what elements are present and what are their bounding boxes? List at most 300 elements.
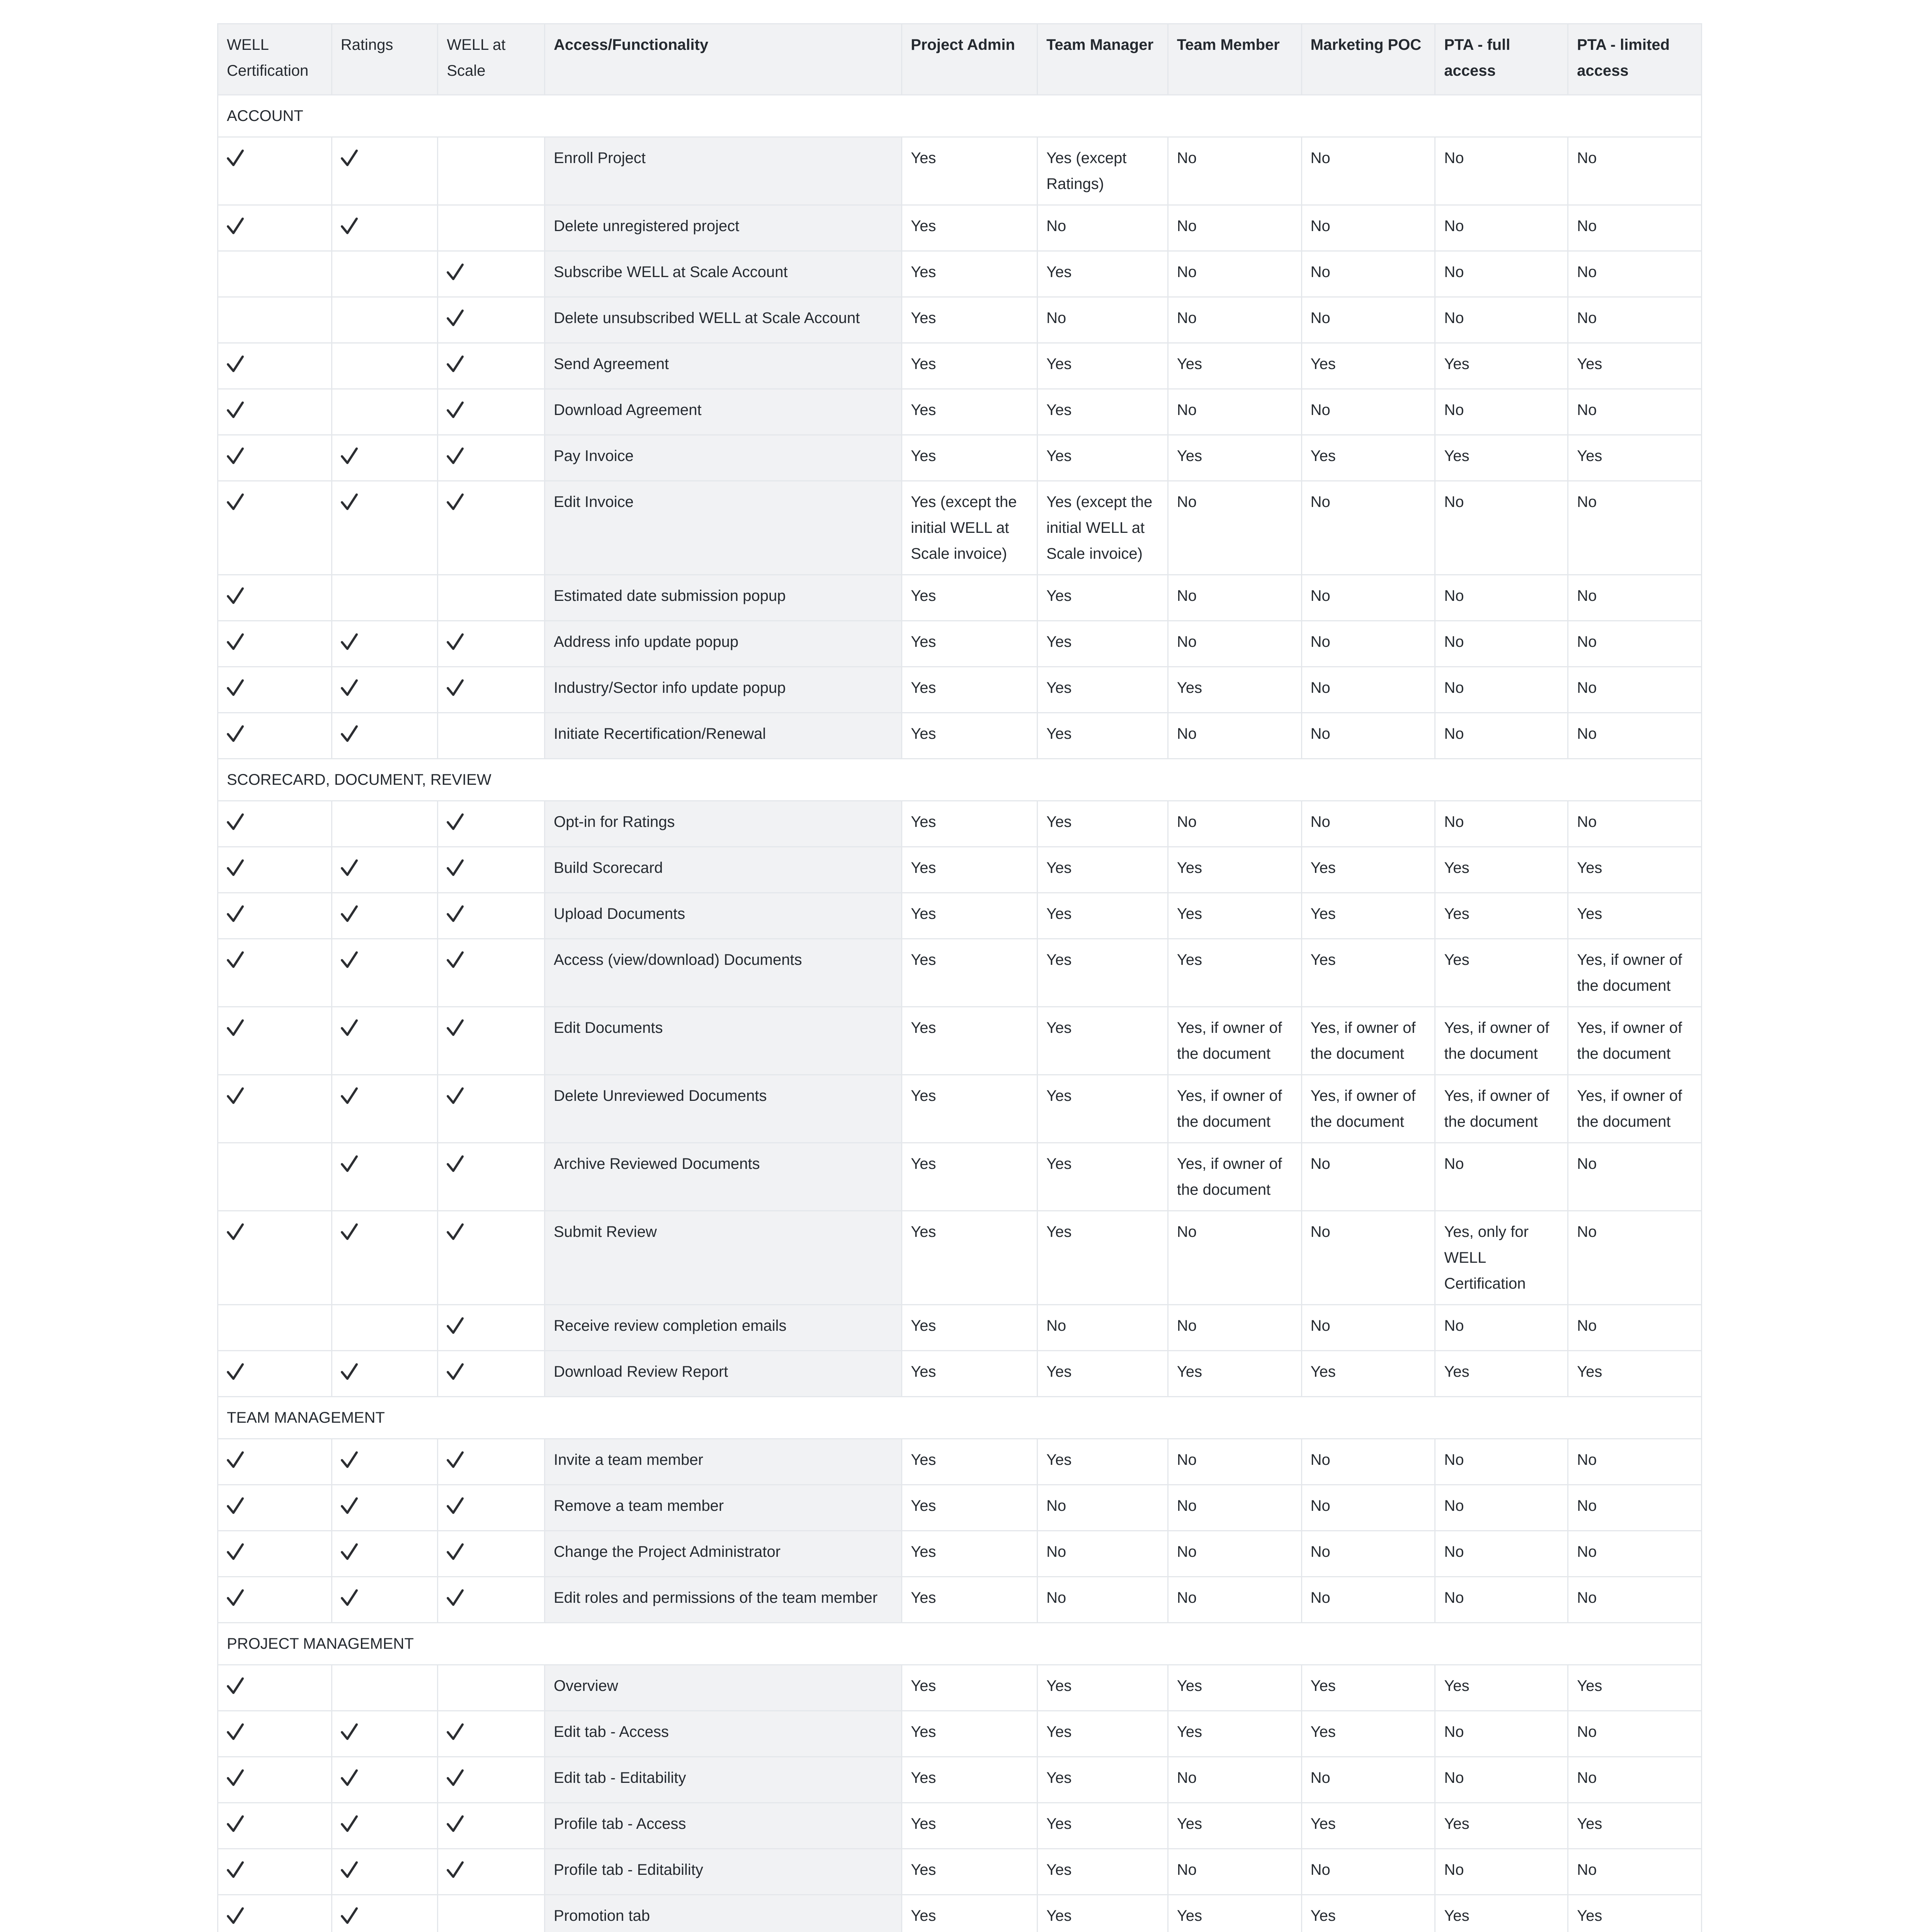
table-row [218,1007,1702,1075]
function-cell: Remove a team member [544,1485,901,1531]
value-cell-project-admin: Yes [902,1439,1038,1485]
value-cell-marketing-poc: Yes [1301,435,1435,481]
table-row [218,847,1702,893]
value-cell-team-member: Yes, if owner of the document [1168,1007,1301,1075]
check-mark-icon [447,1451,464,1469]
value-cell-pta-limited-access: Yes [1568,1351,1702,1397]
check-cell-well-at-scale [438,1075,545,1143]
check-mark-icon [447,951,464,969]
value-cell-pta-full-access: No [1435,1485,1568,1531]
value-cell-team-manager: Yes [1037,939,1168,1007]
check-cell-well-at-scale [438,1351,545,1397]
table-row [218,1439,1702,1485]
check-mark-icon [341,1723,358,1741]
value-cell-team-manager: Yes [1037,1757,1168,1803]
check-mark-icon [447,355,464,373]
value-cell-team-member: No [1168,1439,1301,1485]
value-cell-pta-limited-access: Yes [1568,1895,1702,1932]
value-cell-project-admin: Yes (except the initial WELL at Scale invoice) [902,481,1038,575]
value-cell-pta-full-access: No [1435,1305,1568,1351]
col-header-access-functionality: Access/Functionality [544,24,901,95]
value-cell-team-member: No [1168,297,1301,343]
section-row [218,1397,1702,1439]
value-cell-team-member: No [1168,575,1301,621]
function-cell: Opt-in for Ratings [544,801,901,847]
permissions-table [217,23,1702,1932]
check-cell-well-at-scale [438,251,545,297]
check-cell-ratings [332,1351,438,1397]
table-row [218,1351,1702,1397]
function-cell: Download Agreement [544,389,901,435]
value-cell-pta-limited-access: No [1568,1711,1702,1757]
value-cell-marketing-poc: No [1301,1143,1435,1211]
check-cell-ratings [332,667,438,713]
check-cell-well-certification [218,1577,332,1623]
function-cell: Invite a team member [544,1439,901,1485]
function-cell: Send Agreement [544,343,901,389]
value-cell-project-admin: Yes [902,1485,1038,1531]
value-cell-marketing-poc: Yes [1301,1711,1435,1757]
check-mark-icon [227,1907,244,1925]
check-mark-icon [447,1589,464,1607]
value-cell-team-manager: Yes [1037,1711,1168,1757]
col-header-marketing-poc: Marketing POC [1301,24,1435,95]
check-mark-icon [227,1861,244,1879]
check-cell-well-certification [218,1075,332,1143]
function-cell: Submit Review [544,1211,901,1305]
check-mark-icon [341,905,358,923]
value-cell-pta-full-access: Yes [1435,1665,1568,1711]
value-cell-marketing-poc: Yes [1301,893,1435,939]
function-cell: Access (view/download) Documents [544,939,901,1007]
value-cell-marketing-poc: Yes [1301,847,1435,893]
table-row [218,251,1702,297]
table-row [218,1665,1702,1711]
value-cell-marketing-poc: No [1301,1757,1435,1803]
value-cell-team-manager: Yes [1037,435,1168,481]
check-cell-well-certification [218,575,332,621]
value-cell-marketing-poc: No [1301,137,1435,205]
value-cell-team-manager: Yes [1037,1803,1168,1849]
value-cell-team-member: No [1168,1849,1301,1895]
value-cell-marketing-poc: No [1301,481,1435,575]
value-cell-pta-limited-access: No [1568,1305,1702,1351]
value-cell-team-member: Yes [1168,343,1301,389]
check-mark-icon [227,1019,244,1037]
value-cell-team-manager: Yes (except Ratings) [1037,137,1168,205]
function-cell: Address info update popup [544,621,901,667]
section-row [218,1623,1702,1665]
check-mark-icon [227,1087,244,1105]
value-cell-team-manager: Yes [1037,251,1168,297]
check-mark-icon [227,1543,244,1561]
value-cell-pta-full-access: Yes [1435,1803,1568,1849]
value-cell-team-member: No [1168,389,1301,435]
value-cell-pta-full-access: No [1435,575,1568,621]
value-cell-project-admin: Yes [902,1711,1038,1757]
value-cell-marketing-poc: Yes [1301,1895,1435,1932]
function-cell: Profile tab - Editability [544,1849,901,1895]
check-cell-ratings [332,1439,438,1485]
check-cell-ratings [332,481,438,575]
value-cell-team-member: No [1168,713,1301,759]
value-cell-team-member: No [1168,801,1301,847]
check-cell-well-at-scale [438,137,545,205]
check-cell-ratings [332,621,438,667]
check-cell-well-certification [218,893,332,939]
table-row [218,1485,1702,1531]
value-cell-team-member: Yes [1168,847,1301,893]
check-cell-well-certification [218,1007,332,1075]
check-cell-well-at-scale [438,435,545,481]
value-cell-pta-limited-access: No [1568,667,1702,713]
value-cell-pta-full-access: Yes [1435,847,1568,893]
check-mark-icon [227,1769,244,1787]
value-cell-team-member: No [1168,1577,1301,1623]
table-body [218,95,1702,1932]
table-row [218,1531,1702,1577]
function-cell: Upload Documents [544,893,901,939]
value-cell-pta-limited-access: No [1568,1211,1702,1305]
table-row [218,137,1702,205]
value-cell-team-member: No [1168,1485,1301,1531]
check-mark-icon [227,355,244,373]
section-title: ACCOUNT [218,95,1702,137]
value-cell-project-admin: Yes [902,1143,1038,1211]
check-mark-icon [447,401,464,419]
value-cell-marketing-poc: No [1301,713,1435,759]
check-cell-well-certification [218,343,332,389]
value-cell-team-manager: Yes [1037,343,1168,389]
value-cell-marketing-poc: No [1301,1849,1435,1895]
check-mark-icon [341,1497,358,1515]
table-row [218,481,1702,575]
check-mark-icon [447,1769,464,1787]
value-cell-marketing-poc: No [1301,1577,1435,1623]
col-header-team-manager: Team Manager [1037,24,1168,95]
check-mark-icon [447,813,464,831]
check-mark-icon [227,447,244,465]
table-row [218,621,1702,667]
value-cell-pta-limited-access: No [1568,575,1702,621]
check-cell-ratings [332,575,438,621]
value-cell-pta-full-access: Yes [1435,435,1568,481]
value-cell-project-admin: Yes [902,389,1038,435]
check-cell-well-at-scale [438,1211,545,1305]
check-cell-well-certification [218,297,332,343]
check-mark-icon [227,905,244,923]
header-row [218,24,1702,95]
value-cell-project-admin: Yes [902,1351,1038,1397]
check-mark-icon [341,1087,358,1105]
value-cell-pta-full-access: Yes [1435,343,1568,389]
check-cell-well-certification [218,389,332,435]
value-cell-team-manager: Yes [1037,1211,1168,1305]
check-cell-ratings [332,847,438,893]
value-cell-marketing-poc: Yes [1301,939,1435,1007]
table-row [218,575,1702,621]
function-cell: Archive Reviewed Documents [544,1143,901,1211]
value-cell-pta-full-access: No [1435,481,1568,575]
check-cell-ratings [332,1665,438,1711]
check-mark-icon [227,1723,244,1741]
table-row [218,667,1702,713]
check-mark-icon [447,905,464,923]
check-mark-icon [227,951,244,969]
value-cell-project-admin: Yes [902,575,1038,621]
check-cell-well-at-scale [438,667,545,713]
check-cell-well-at-scale [438,1665,545,1711]
check-mark-icon [341,1223,358,1241]
value-cell-project-admin: Yes [902,621,1038,667]
table-row [218,713,1702,759]
value-cell-team-member: No [1168,1757,1301,1803]
value-cell-pta-limited-access: No [1568,481,1702,575]
check-mark-icon [227,1677,244,1695]
check-mark-icon [341,1861,358,1879]
value-cell-marketing-poc: Yes, if owner of the document [1301,1075,1435,1143]
check-cell-ratings [332,1849,438,1895]
check-cell-ratings [332,1757,438,1803]
check-cell-well-certification [218,1351,332,1397]
section-title: SCORECARD, DOCUMENT, REVIEW [218,759,1702,801]
value-cell-pta-full-access: Yes [1435,939,1568,1007]
value-cell-project-admin: Yes [902,1803,1038,1849]
function-cell: Edit tab - Access [544,1711,901,1757]
table-row [218,1211,1702,1305]
col-header-team-member: Team Member [1168,24,1301,95]
check-mark-icon [341,633,358,651]
value-cell-pta-full-access: Yes, if owner of the document [1435,1007,1568,1075]
check-mark-icon [341,725,358,743]
check-cell-well-certification [218,1665,332,1711]
function-cell: Enroll Project [544,137,901,205]
check-cell-well-at-scale [438,481,545,575]
check-cell-ratings [332,713,438,759]
check-cell-ratings [332,1485,438,1531]
value-cell-pta-full-access: Yes [1435,1895,1568,1932]
check-cell-well-at-scale [438,575,545,621]
check-cell-well-certification [218,1757,332,1803]
value-cell-team-manager: No [1037,205,1168,251]
value-cell-project-admin: Yes [902,847,1038,893]
value-cell-pta-limited-access: No [1568,1849,1702,1895]
check-cell-well-certification [218,847,332,893]
value-cell-marketing-poc: No [1301,1439,1435,1485]
check-cell-well-certification [218,205,332,251]
section-row [218,95,1702,137]
table-row [218,1849,1702,1895]
table-row [218,1895,1702,1932]
value-cell-marketing-poc: No [1301,297,1435,343]
function-cell: Initiate Recertification/Renewal [544,713,901,759]
check-mark-icon [227,1223,244,1241]
function-cell: Edit roles and permissions of the team member [544,1577,901,1623]
table-row [218,205,1702,251]
check-cell-well-certification [218,1895,332,1932]
check-cell-ratings [332,389,438,435]
value-cell-pta-limited-access: No [1568,1757,1702,1803]
value-cell-marketing-poc: Yes [1301,1665,1435,1711]
value-cell-marketing-poc: No [1301,1305,1435,1351]
value-cell-pta-full-access: No [1435,667,1568,713]
value-cell-pta-full-access: No [1435,1577,1568,1623]
check-mark-icon [227,1589,244,1607]
check-cell-well-at-scale [438,1007,545,1075]
value-cell-team-member: Yes [1168,1665,1301,1711]
table-row [218,1075,1702,1143]
value-cell-team-member: No [1168,621,1301,667]
check-cell-well-certification [218,481,332,575]
check-cell-well-at-scale [438,1485,545,1531]
check-mark-icon [341,1019,358,1037]
value-cell-team-manager: No [1037,1485,1168,1531]
table-row [218,435,1702,481]
check-mark-icon [447,1861,464,1879]
check-mark-icon [227,633,244,651]
value-cell-team-manager: Yes [1037,575,1168,621]
check-mark-icon [341,951,358,969]
check-mark-icon [447,309,464,327]
check-mark-icon [447,679,464,697]
value-cell-pta-full-access: No [1435,1143,1568,1211]
value-cell-pta-limited-access: No [1568,137,1702,205]
value-cell-project-admin: Yes [902,1895,1038,1932]
value-cell-pta-full-access: Yes [1435,1351,1568,1397]
check-cell-well-at-scale [438,1803,545,1849]
value-cell-project-admin: Yes [902,343,1038,389]
value-cell-team-member: No [1168,205,1301,251]
value-cell-team-manager: Yes [1037,1849,1168,1895]
value-cell-team-manager: Yes [1037,801,1168,847]
check-cell-well-at-scale [438,205,545,251]
value-cell-team-member: No [1168,251,1301,297]
value-cell-pta-full-access: No [1435,801,1568,847]
check-mark-icon [341,1155,358,1173]
check-mark-icon [227,149,244,167]
value-cell-project-admin: Yes [902,1211,1038,1305]
function-cell: Edit Documents [544,1007,901,1075]
value-cell-pta-full-access: No [1435,297,1568,343]
check-mark-icon [227,1815,244,1833]
check-mark-icon [227,1363,244,1381]
value-cell-project-admin: Yes [902,1007,1038,1075]
check-mark-icon [341,493,358,511]
function-cell: Change the Project Administrator [544,1531,901,1577]
table-row [218,389,1702,435]
value-cell-team-manager: Yes [1037,621,1168,667]
check-cell-well-at-scale [438,343,545,389]
value-cell-pta-full-access: No [1435,251,1568,297]
value-cell-pta-full-access: No [1435,1439,1568,1485]
table-row [218,1143,1702,1211]
check-cell-well-at-scale [438,1577,545,1623]
check-cell-well-at-scale [438,1305,545,1351]
check-mark-icon [341,1451,358,1469]
check-mark-icon [447,1543,464,1561]
check-cell-well-certification [218,1143,332,1211]
value-cell-marketing-poc: Yes, if owner of the document [1301,1007,1435,1075]
check-mark-icon [447,633,464,651]
value-cell-team-manager: Yes [1037,713,1168,759]
check-cell-ratings [332,297,438,343]
value-cell-team-manager: Yes [1037,1351,1168,1397]
value-cell-pta-full-access: No [1435,713,1568,759]
value-cell-marketing-poc: Yes [1301,1803,1435,1849]
check-cell-well-certification [218,801,332,847]
check-cell-well-certification [218,1485,332,1531]
value-cell-team-manager: Yes [1037,1665,1168,1711]
check-cell-well-certification [218,1305,332,1351]
value-cell-marketing-poc: No [1301,1485,1435,1531]
function-cell: Receive review completion emails [544,1305,901,1351]
check-cell-well-at-scale [438,847,545,893]
check-mark-icon [447,1363,464,1381]
check-mark-icon [341,447,358,465]
col-header-pta-limited-access: PTA - limited access [1568,24,1702,95]
value-cell-marketing-poc: No [1301,1211,1435,1305]
value-cell-pta-full-access: Yes, if owner of the document [1435,1075,1568,1143]
value-cell-team-manager: Yes [1037,389,1168,435]
check-mark-icon [227,1497,244,1515]
value-cell-pta-limited-access: No [1568,621,1702,667]
value-cell-project-admin: Yes [902,1757,1038,1803]
value-cell-team-member: Yes [1168,667,1301,713]
check-cell-ratings [332,1143,438,1211]
check-cell-ratings [332,435,438,481]
check-cell-well-at-scale [438,1895,545,1932]
function-cell: Download Review Report [544,1351,901,1397]
check-mark-icon [341,149,358,167]
check-mark-icon [341,1363,358,1381]
check-cell-well-at-scale [438,1711,545,1757]
check-cell-well-certification [218,1803,332,1849]
value-cell-project-admin: Yes [902,1665,1038,1711]
col-header-well-certification: WELL Certification [218,24,332,95]
table-row [218,1803,1702,1849]
check-cell-well-certification [218,713,332,759]
check-mark-icon [447,1815,464,1833]
value-cell-team-manager: Yes [1037,1075,1168,1143]
section-title: PROJECT MANAGEMENT [218,1623,1702,1665]
check-mark-icon [447,1155,464,1173]
check-mark-icon [447,1723,464,1741]
value-cell-team-member: No [1168,1531,1301,1577]
check-cell-ratings [332,343,438,389]
check-cell-ratings [332,1075,438,1143]
check-mark-icon [341,679,358,697]
table-row [218,297,1702,343]
check-cell-ratings [332,251,438,297]
value-cell-pta-limited-access: No [1568,1143,1702,1211]
function-cell: Delete unsubscribed WELL at Scale Account [544,297,901,343]
check-mark-icon [341,1589,358,1607]
value-cell-team-manager: Yes [1037,667,1168,713]
function-cell: Delete unregistered project [544,205,901,251]
value-cell-team-member: Yes [1168,939,1301,1007]
table-row [218,1757,1702,1803]
table-row [218,1305,1702,1351]
value-cell-project-admin: Yes [902,1849,1038,1895]
function-cell: Profile tab - Access [544,1803,901,1849]
value-cell-pta-full-access: No [1435,1757,1568,1803]
check-cell-well-at-scale [438,1531,545,1577]
check-mark-icon [227,217,244,235]
function-cell: Pay Invoice [544,435,901,481]
value-cell-project-admin: Yes [902,137,1038,205]
check-mark-icon [227,813,244,831]
value-cell-team-member: Yes [1168,1711,1301,1757]
